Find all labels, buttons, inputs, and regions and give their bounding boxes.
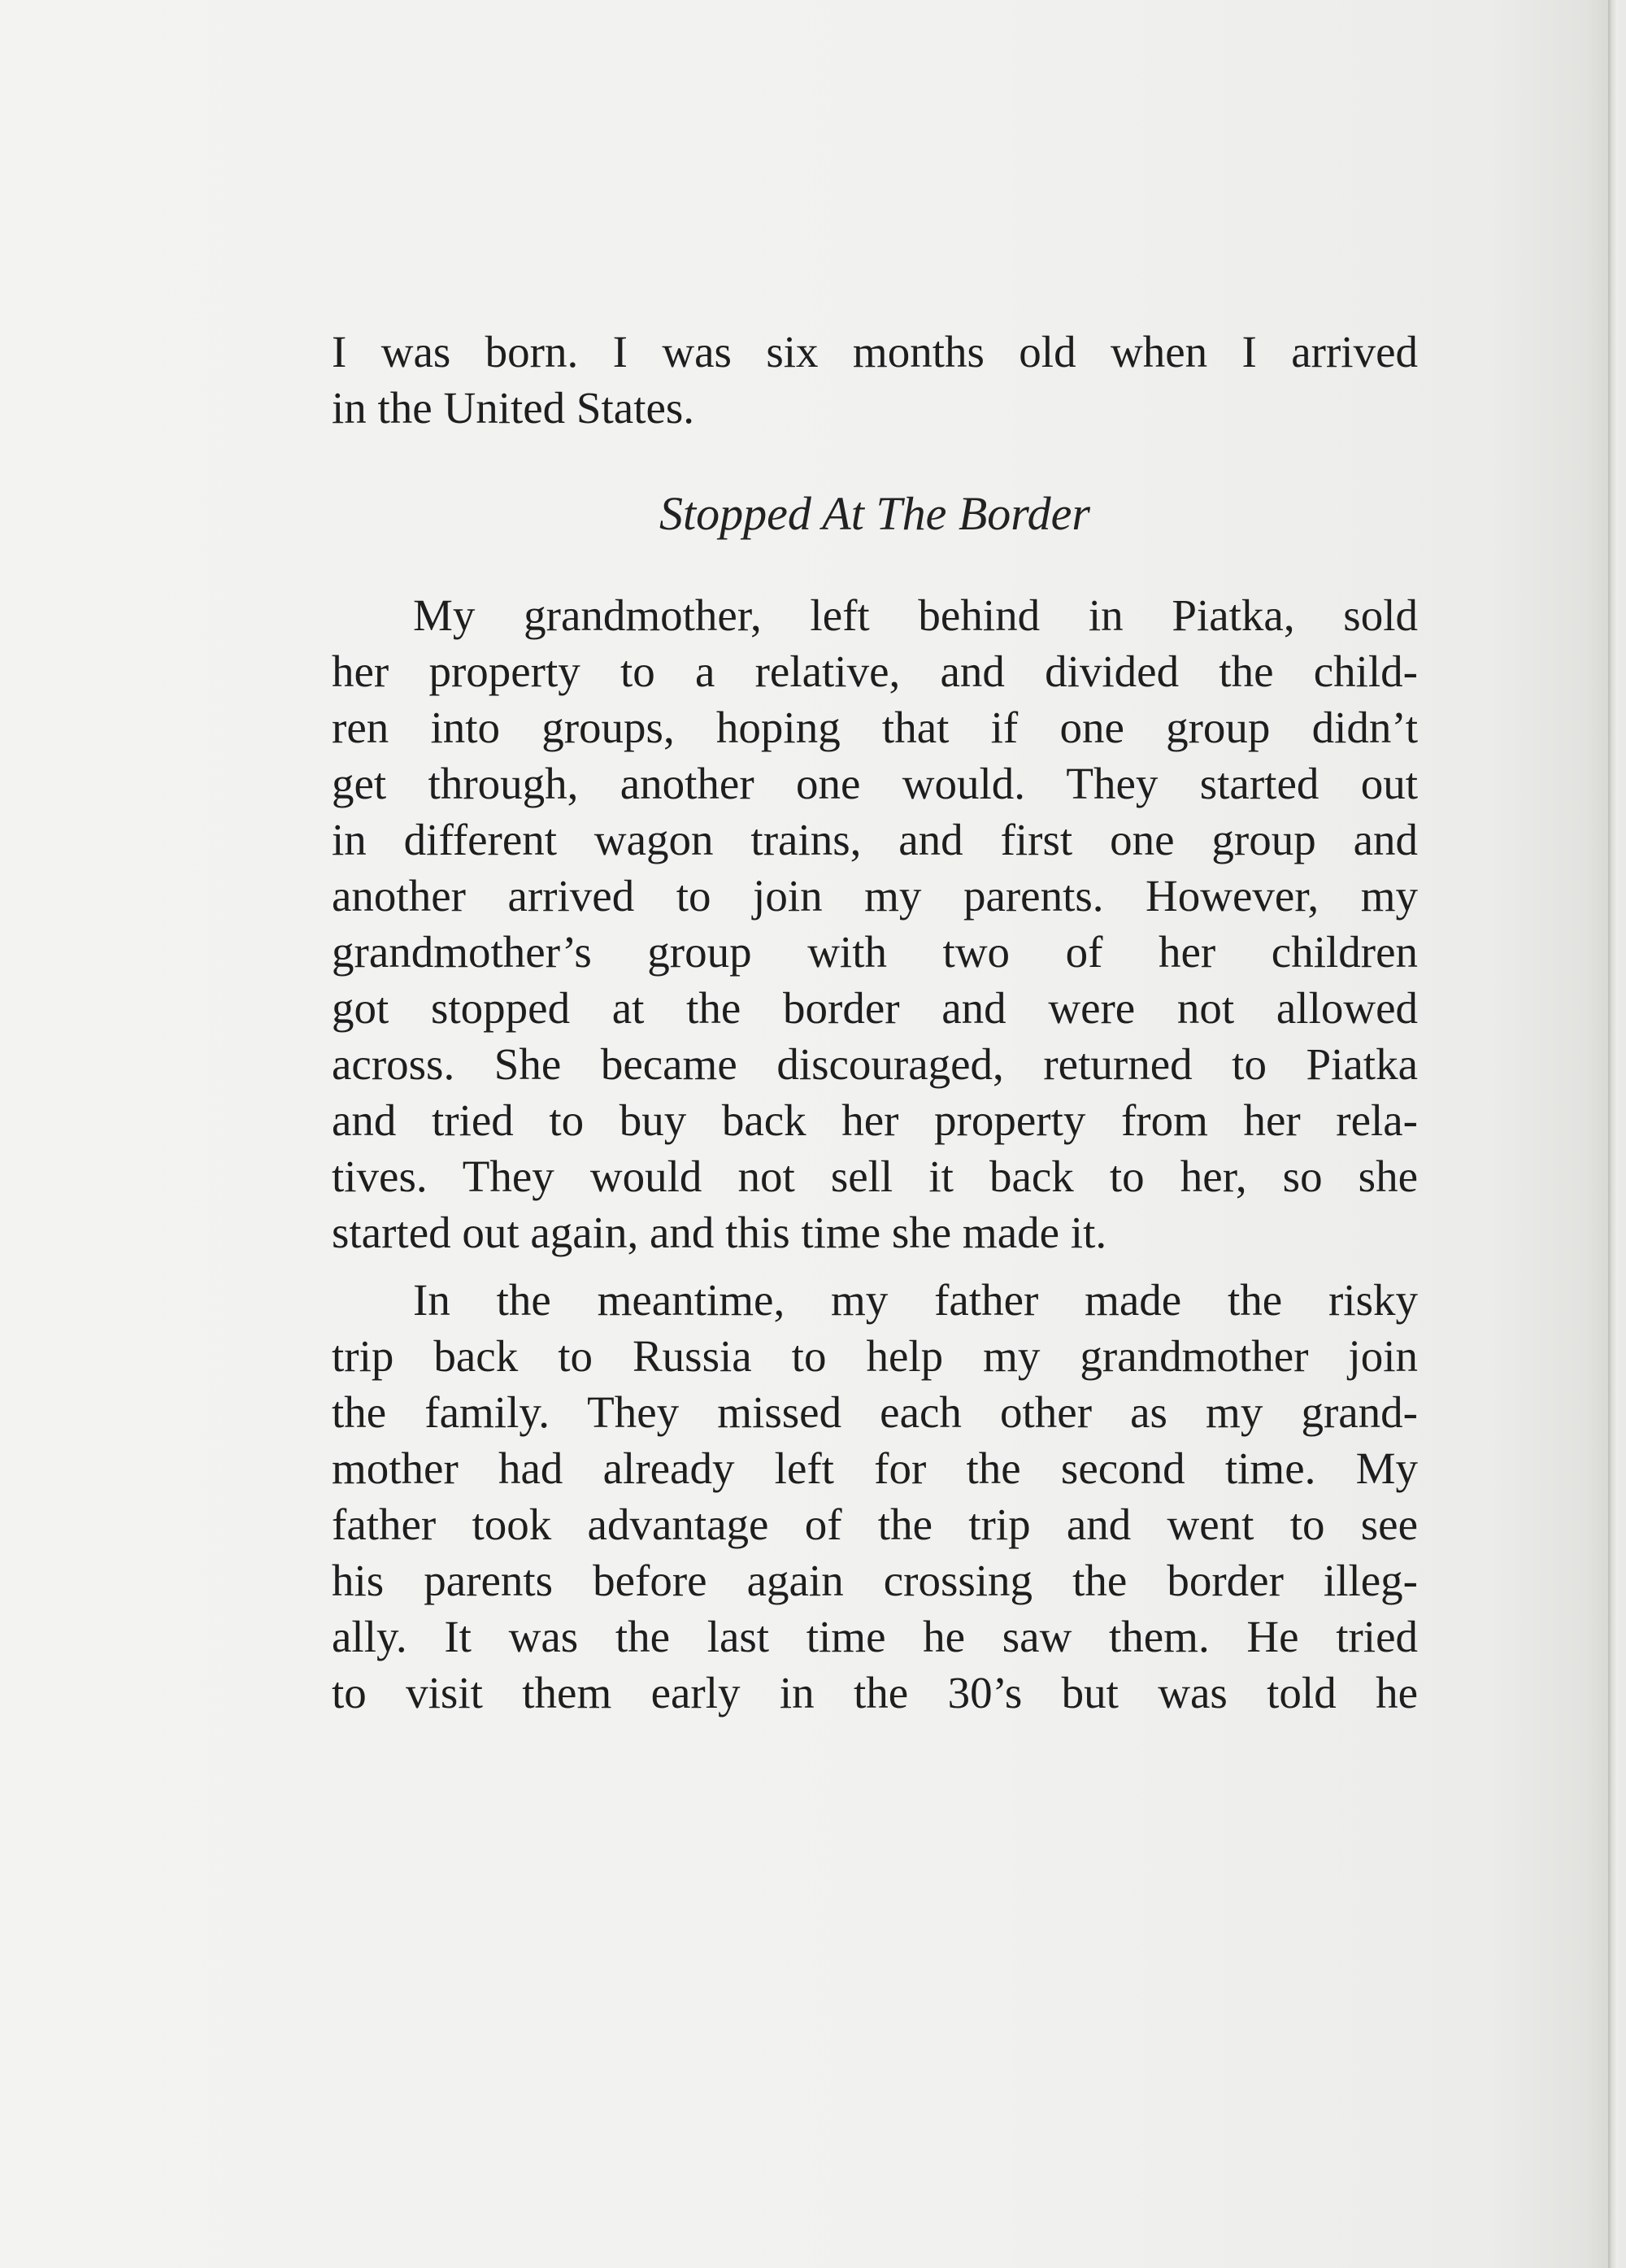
text-line: and tried to buy back her property from her rela- bbox=[332, 1095, 1418, 1145]
text-line: another arrived to join my parents. However, my bbox=[332, 871, 1418, 921]
opening-line: I was born. I was six months old when I arrived bbox=[332, 327, 1418, 377]
text-line: ren into groups, hoping that if one group didn’t bbox=[332, 703, 1418, 752]
text-line: across. She became discouraged, returned to Piatka bbox=[332, 1039, 1418, 1089]
text-line: in different wagon trains, and first one group and bbox=[332, 815, 1418, 864]
opening-line: in the United States. bbox=[332, 383, 695, 433]
text-line: the family. They missed each other as my grand- bbox=[332, 1387, 1418, 1437]
text-line: trip back to Russia to help my grandmother join bbox=[332, 1331, 1418, 1381]
page-text bbox=[332, 324, 1418, 1721]
text-line: got stopped at the border and were not allowed bbox=[332, 983, 1418, 1033]
paragraph-gap bbox=[332, 1260, 1418, 1272]
text-line: grandmother’s group with two of her children bbox=[332, 927, 1418, 977]
text-line: his parents before again crossing the border illeg- bbox=[332, 1556, 1418, 1605]
paragraph-1 bbox=[332, 587, 1418, 1260]
text-line: started out again, and this time she made it. bbox=[332, 1208, 1107, 1257]
section-heading: Stopped At The Border bbox=[659, 487, 1090, 540]
paragraph-2 bbox=[332, 1272, 1418, 1721]
text-line: father took advantage of the trip and went to see bbox=[332, 1500, 1418, 1549]
text-line: My grandmother, left behind in Piatka, sold bbox=[413, 590, 1418, 640]
text-line: In the meantime, my father made the risky bbox=[413, 1275, 1418, 1325]
page-edge-shadow bbox=[1608, 0, 1618, 2268]
text-line: to visit them early in the 30’s but was told he bbox=[332, 1668, 1418, 1717]
text-line: tives. They would not sell it back to her, so she bbox=[332, 1151, 1418, 1201]
text-line: get through, another one would. They started out bbox=[332, 759, 1418, 808]
text-line: mother had already left for the second time. My bbox=[332, 1443, 1418, 1493]
text-line: ally. It was the last time he saw them. He tried bbox=[332, 1612, 1418, 1661]
text-line: her property to a relative, and divided the child- bbox=[332, 646, 1418, 696]
